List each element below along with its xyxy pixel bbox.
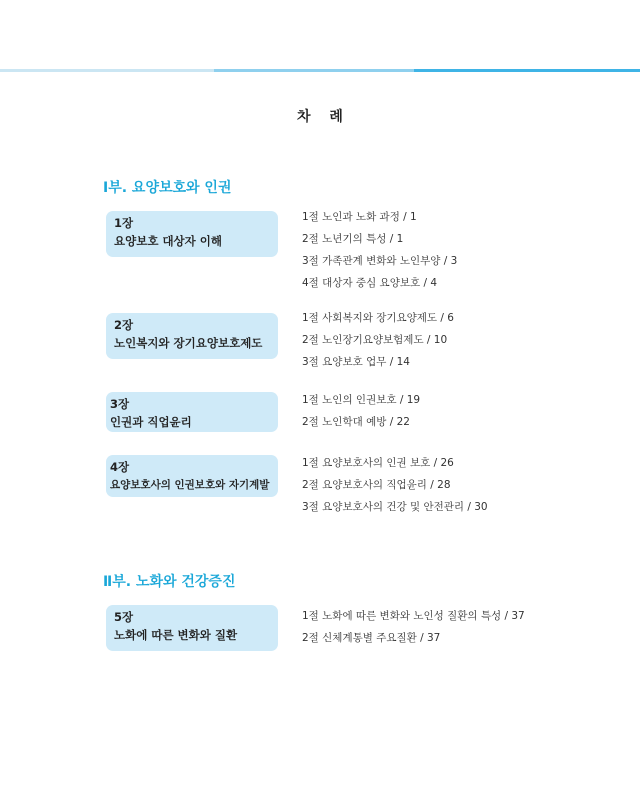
page-title: 차 례: [297, 109, 343, 125]
section-item[interactable]: 1절 사회복지와 장기요양제도 / 6: [302, 312, 454, 324]
chapter-title: 인권과 직업윤리: [110, 415, 192, 429]
section-list: [302, 605, 525, 649]
section-item[interactable]: 1절 노인과 노화 과정 / 1: [302, 211, 417, 223]
section-item[interactable]: 2절 신체계통별 주요질환 / 37: [302, 632, 441, 644]
section-item[interactable]: 2절 노인장기요양보험제도 / 10: [302, 334, 448, 346]
section-item[interactable]: 1절 요양보호사의 인권 보호 / 26: [302, 457, 454, 469]
section-list: [302, 389, 420, 433]
section-item[interactable]: 2절 노년기의 특성 / 1: [302, 233, 404, 245]
section-item[interactable]: 4절 대상자 중심 요양보호 / 4: [302, 277, 438, 289]
chapter-title: 노인복지와 장기요양보호제도: [114, 336, 263, 350]
header-rule-segment: [214, 69, 414, 72]
section-item[interactable]: 1절 노화에 따른 변화와 노인성 질환의 특성 / 37: [302, 610, 525, 622]
chapter-number: 4장: [110, 460, 130, 474]
chapter-number: 3장: [110, 397, 130, 411]
chapter-title: 요양보호 대상자 이해: [114, 234, 222, 248]
chapter-title: 노화에 따른 변화와 질환: [114, 628, 238, 642]
chapter-number: 1장: [114, 216, 134, 230]
section-list: [302, 452, 488, 518]
chapter-title: 요양보호사의 인권보호와 자기계발: [110, 479, 270, 491]
section-list: [302, 307, 454, 373]
chapter-box[interactable]: [106, 211, 278, 257]
chapter-number: 5장: [114, 610, 134, 624]
section-item[interactable]: 3절 요양보호 업무 / 14: [302, 356, 410, 368]
section-item[interactable]: 3절 가족관계 변화와 노인부양 / 3: [302, 255, 458, 267]
section-item[interactable]: 1절 노인의 인권보호 / 19: [302, 394, 421, 406]
chapter-box[interactable]: [106, 455, 278, 497]
section-list: [302, 206, 457, 294]
chapter-number: 2장: [114, 318, 134, 332]
section-item[interactable]: 2절 노인학대 예방 / 22: [302, 416, 410, 428]
section-item[interactable]: 3절 요양보호사의 건강 및 안전관리 / 30: [302, 501, 488, 513]
part-heading: Ⅱ부. 노화와 건강증진: [103, 574, 236, 590]
header-rule-segment: [0, 69, 214, 72]
chapter-box[interactable]: [106, 392, 278, 432]
part-heading: Ⅰ부. 요양보호와 인권: [103, 180, 232, 196]
chapter-box[interactable]: [106, 605, 278, 651]
section-item[interactable]: 2절 요양보호사의 직업윤리 / 28: [302, 479, 451, 491]
chapter-box[interactable]: [106, 313, 278, 359]
header-rule-segment: [414, 69, 640, 72]
